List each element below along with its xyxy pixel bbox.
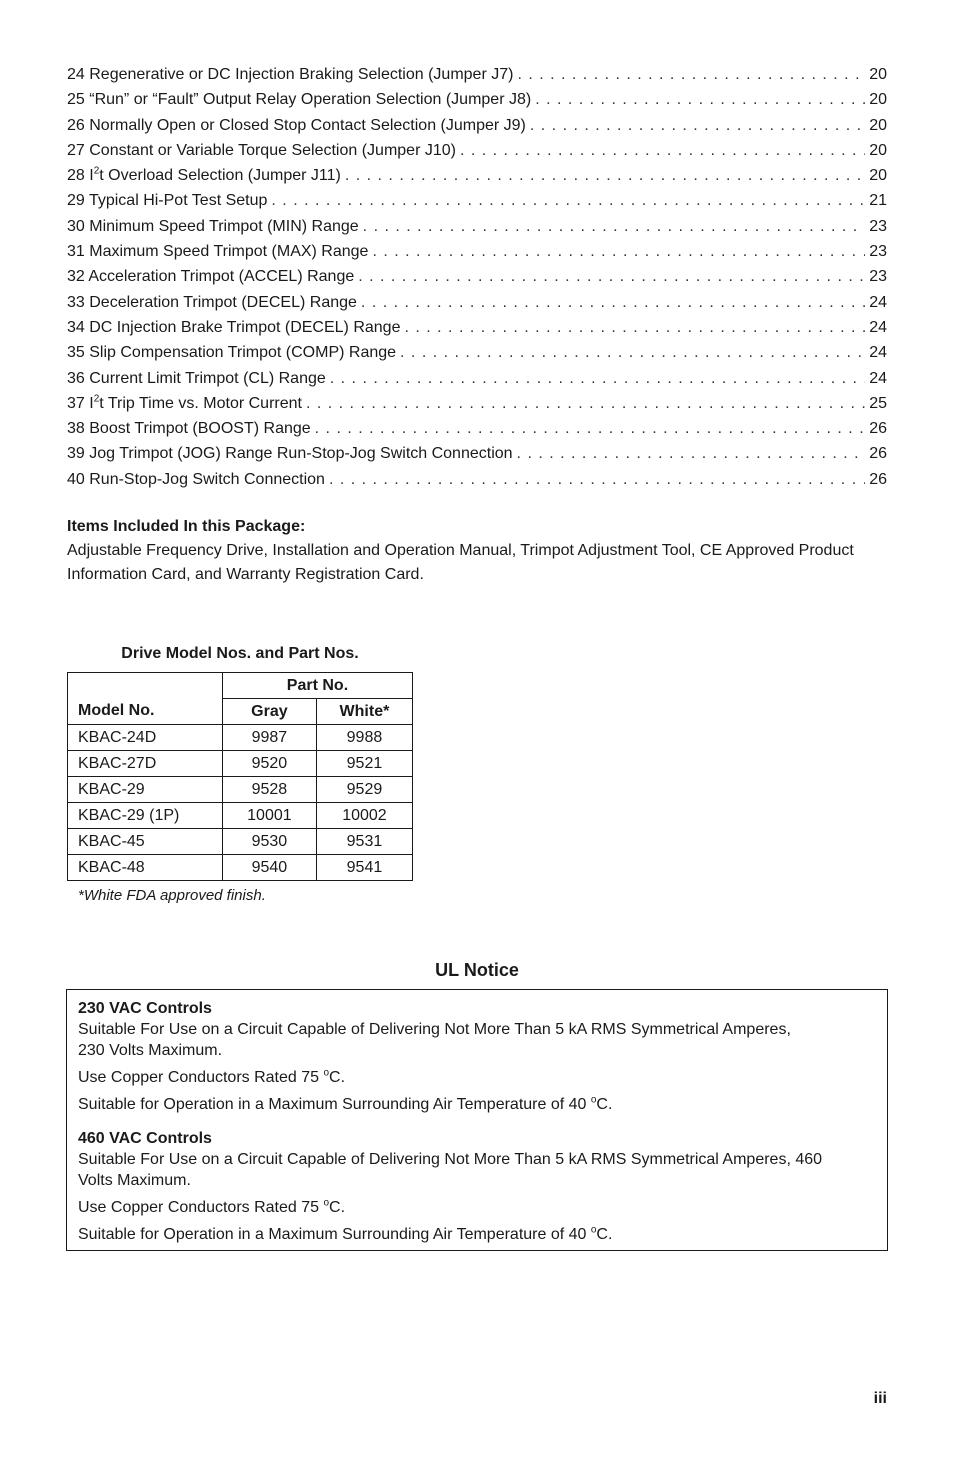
circuit-rating-460: Suitable For Use on a Circuit Capable of Delivering Not More Than 5 kA RMS Symmetrical Amperes, 460 Volts Maximum. <box>78 1151 823 1189</box>
toc-entry[interactable]: 25 “Run” or “Fault” Output Relay Operation Selection (Jumper J8) . . . 20 <box>67 87 887 112</box>
leader-dots <box>329 467 865 492</box>
leader-dots <box>363 214 866 239</box>
toc-page-number: 20 <box>869 116 887 134</box>
toc-page-number: 24 <box>869 318 887 336</box>
page-number: iii <box>873 1390 887 1407</box>
toc-page-number: 24 <box>869 293 887 311</box>
toc-entry[interactable]: 38 Boost Trimpot (BOOST) Range . . . 26 <box>67 416 887 441</box>
toc-page-number: 20 <box>869 167 887 185</box>
toc-page-number: 26 <box>869 470 887 488</box>
ul-notice-box <box>66 989 888 1251</box>
toc-entry[interactable]: 37 $I^2t$ Trip Time vs. Motor Current . . . 25 <box>67 391 887 416</box>
items-included-section <box>67 515 887 587</box>
leader-dots <box>517 441 866 466</box>
toc-entry[interactable]: 27 Constant or Variable Torque Selection (Jumper J10) . . . 20 <box>67 138 887 163</box>
toc-entry[interactable]: 39 Jog Trimpot (JOG) Range Run-Stop-Jog Switch Connection . . . 26 <box>67 441 887 466</box>
leader-dots <box>372 239 865 264</box>
toc-entry[interactable]: 32 Acceleration Trimpot (ACCEL) Range . . . 23 <box>67 264 887 289</box>
toc-page-number: 24 <box>869 344 887 362</box>
toc-entry[interactable]: 29 Typical Hi-Pot Test Setup . . . 21 <box>67 188 887 213</box>
toc-page-number: 21 <box>869 192 887 210</box>
toc-page-number: 20 <box>869 141 887 159</box>
header-part: Part No. <box>222 673 412 699</box>
leader-dots <box>345 163 865 188</box>
toc-entry[interactable]: 30 Minimum Speed Trimpot (MIN) Range . . . 23 <box>67 214 887 239</box>
items-text: Adjustable Frequency Drive, Installation and Operation Manual, Trimpot Adjustment Tool, CE Approved Product Information Card, and Warranty Registration Card. <box>67 542 854 583</box>
items-heading: Items Included In this Package: <box>67 518 306 535</box>
copper-notice-230: Use Copper Conductors Rated 75 $^o$C. <box>78 1067 346 1086</box>
leader-dots <box>400 340 865 365</box>
leader-dots <box>271 188 865 213</box>
toc-entry[interactable]: 36 Current Limit Trimpot (CL) Range . . . 24 <box>67 366 887 391</box>
temperature-notice-230: Suitable for Operation in a Maximum Surrounding Air Temperature of 40 $^o$C. <box>78 1094 613 1113</box>
toc-page-number: 23 <box>869 243 887 261</box>
toc-entry[interactable]: 24 Regenerative or DC Injection Braking Selection (Jumper J7) . . . 20 <box>67 62 887 87</box>
table-row: KBAC-29 (1P) 10001 10002 <box>68 803 413 829</box>
leader-dots <box>404 315 865 340</box>
toc-entry[interactable]: 34 DC Injection Brake Trimpot (DECEL) Range . . . 24 <box>67 315 887 340</box>
leader-dots <box>315 416 866 441</box>
toc-page-number: 26 <box>869 420 887 438</box>
leader-dots <box>535 87 865 112</box>
parts-table <box>67 672 413 881</box>
leader-dots <box>460 138 865 163</box>
toc-page-number: 23 <box>869 217 887 235</box>
parts-table-caption: Drive Model Nos. and Part Nos. <box>121 645 359 662</box>
leader-dots <box>358 264 865 289</box>
table-row: KBAC-48 9540 9541 <box>68 855 413 881</box>
table-row: KBAC-29 9528 9529 <box>68 777 413 803</box>
leader-dots <box>330 366 865 391</box>
leader-dots <box>306 391 865 416</box>
section-heading-230: 230 VAC Controls <box>78 1000 212 1017</box>
toc-entry[interactable]: 31 Maximum Speed Trimpot (MAX) Range . . . 23 <box>67 239 887 264</box>
ul-notice-title: UL Notice <box>435 960 519 980</box>
toc-page-number: 25 <box>869 394 887 412</box>
table-row: KBAC-27D 9520 9521 <box>68 751 413 777</box>
toc-page-number: 20 <box>869 66 887 83</box>
copper-notice-460: Use Copper Conductors Rated 75 $^o$C. <box>78 1197 346 1216</box>
circuit-rating-230: Suitable For Use on a Circuit Capable of Delivering Not More Than 5 kA RMS Symmetrical Amperes, 230 Volts Maximum. <box>78 1021 791 1059</box>
table-footnote: *White FDA approved finish. <box>78 887 266 904</box>
toc-entry[interactable]: 26 Normally Open or Closed Stop Contact Selection (Jumper J9) . . . 20 <box>67 113 887 138</box>
toc-page-number: 26 <box>869 445 887 463</box>
leader-dots <box>530 113 865 138</box>
table-row: KBAC-24D 9987 9988 <box>68 725 413 751</box>
toc-entry[interactable]: 35 Slip Compensation Trimpot (COMP) Range . . . 24 <box>67 340 887 365</box>
list-of-figures <box>67 62 887 492</box>
header-gray: Gray <box>222 699 316 725</box>
leader-dots <box>361 290 865 315</box>
header-white: White* <box>316 699 412 725</box>
toc-entry[interactable]: 33 Deceleration Trimpot (DECEL) Range . . . 24 <box>67 290 887 315</box>
toc-entry[interactable]: 28 $I^2t$ Overload Selection (Jumper J11) . . . 20 <box>67 163 887 188</box>
table-row: KBAC-45 9530 9531 <box>68 829 413 855</box>
temperature-notice-460: Suitable for Operation in a Maximum Surrounding Air Temperature of 40 $^o$C. <box>78 1224 613 1243</box>
leader-dots <box>517 62 865 87</box>
toc-page-number: 24 <box>869 369 887 387</box>
toc-page-number: 23 <box>869 268 887 286</box>
header-model: Model No. <box>68 673 223 725</box>
toc-entry[interactable]: 40 Run-Stop-Jog Switch Connection . . . 26 <box>67 467 887 492</box>
toc-page-number: 20 <box>869 91 887 109</box>
section-heading-460: 460 VAC Controls <box>78 1130 212 1147</box>
